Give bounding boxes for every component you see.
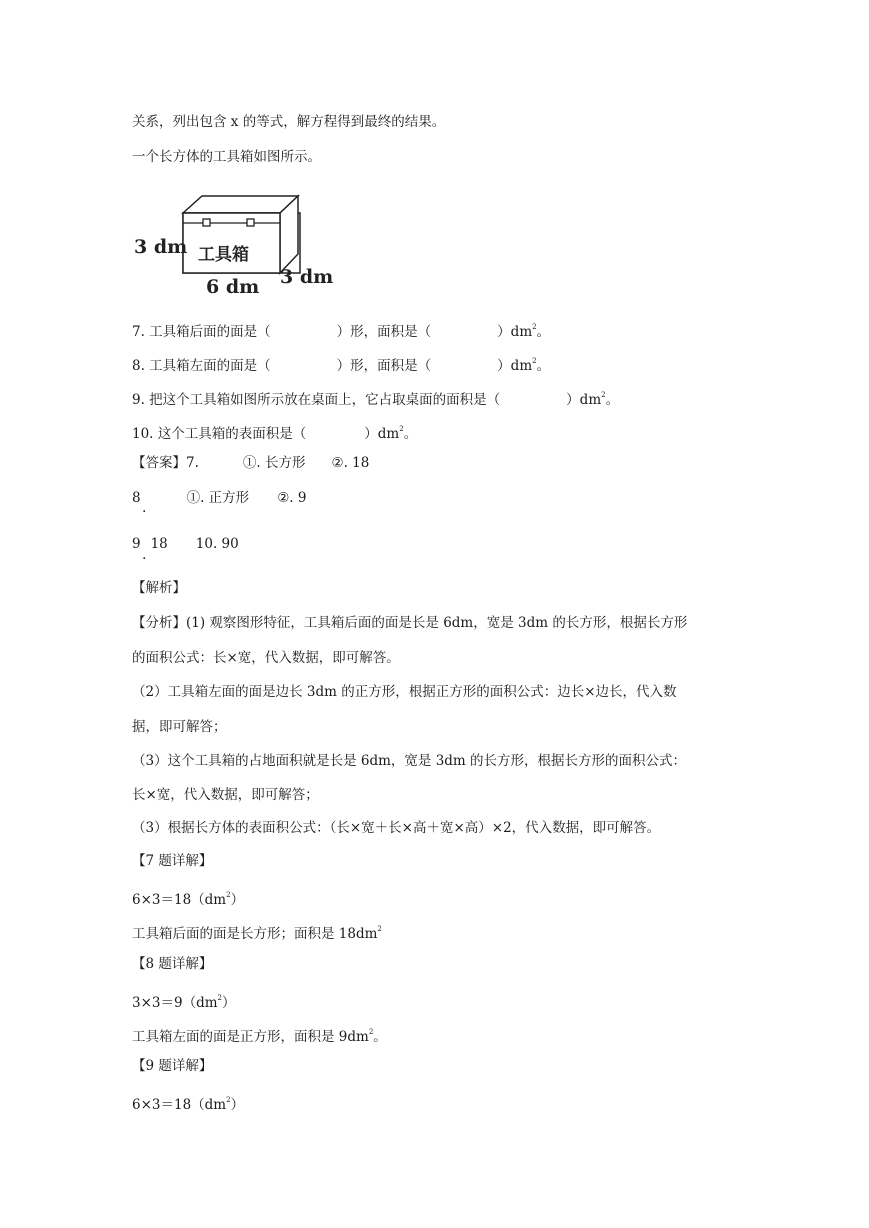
detail-8-calc bbox=[132, 989, 236, 1012]
toolbox-figure bbox=[130, 190, 340, 302]
detail-8-calc-sup: 2 bbox=[217, 994, 222, 1002]
q8-text-b: ）形，面积是（ bbox=[336, 358, 432, 374]
analysis-title: 【解析】 bbox=[132, 580, 186, 596]
answer-7-2: ②. 18 bbox=[331, 455, 370, 471]
detail-7-calc bbox=[132, 886, 244, 909]
detail-9-calc-end: ） bbox=[230, 1097, 245, 1113]
intro-line-1: 关系，列出包含 x 的等式，解方程得到最终的结果。 bbox=[132, 114, 446, 130]
detail-9-calc bbox=[132, 1091, 244, 1114]
answer-8-number: 8 bbox=[132, 490, 141, 506]
q8-sup: 2 bbox=[532, 357, 537, 365]
question-9 bbox=[132, 386, 619, 409]
q9-text-a: 9. 把这个工具箱如图所示放在桌面上，它占取桌面的面积是（ bbox=[132, 392, 501, 408]
analysis-p1b: 的面积公式：长×宽，代入数据，即可解答。 bbox=[132, 650, 400, 666]
answer-8-2: ②. 9 bbox=[277, 490, 307, 506]
detail-7-result bbox=[132, 920, 382, 943]
height-label: 3 dm bbox=[134, 236, 188, 258]
answer-header: 【答案】7. bbox=[132, 455, 199, 471]
detail-8-result-end: 。 bbox=[373, 1029, 387, 1045]
detail-7-title: 【7 题详解】 bbox=[132, 853, 213, 869]
detail-9-calc-sup: 2 bbox=[226, 1096, 231, 1104]
answer-9: 18 bbox=[150, 536, 168, 552]
detail-7-result-text: 工具箱后面的面是长方形；面积是 18dm bbox=[132, 926, 378, 942]
q9-unit: ）dm bbox=[566, 392, 602, 408]
analysis-p1a: 【分析】(1) 观察图形特征，工具箱后面的面是长是 6dm，宽是 3dm 的长方形，根据长方形 bbox=[132, 615, 688, 631]
q8-period: 。 bbox=[536, 358, 551, 374]
width-label: 3 dm bbox=[280, 266, 334, 288]
detail-9-calc-text: 6×3＝18（dm bbox=[132, 1097, 227, 1113]
analysis-p3a: （3）这个工具箱的占地面积就是长是 6dm，宽是 3dm 的长方形，根据长方形的面积公式： bbox=[132, 753, 687, 769]
answer-line-8 bbox=[132, 489, 306, 507]
answer-8-dot: . bbox=[142, 500, 147, 516]
q9-sup: 2 bbox=[601, 391, 606, 399]
answer-9-number: 9 bbox=[132, 536, 141, 552]
detail-7-calc-end: ） bbox=[230, 892, 245, 908]
question-7 bbox=[132, 318, 550, 341]
analysis-p2a: （2）工具箱左面的面是边长 3dm 的正方形，根据正方形的面积公式：边长×边长，代入数 bbox=[132, 684, 677, 700]
q7-text-a: 7. 工具箱后面的面是（ bbox=[132, 324, 271, 340]
toolbox-diagram bbox=[130, 190, 340, 302]
answer-9-dot: . bbox=[142, 547, 147, 563]
detail-8-calc-text: 3×3＝9（dm bbox=[132, 995, 218, 1011]
q9-period: 。 bbox=[605, 392, 620, 408]
q7-period: 。 bbox=[536, 324, 551, 340]
q10-unit: ）dm bbox=[364, 426, 400, 442]
q7-unit: ）dm bbox=[497, 324, 533, 340]
detail-8-result-sup: 2 bbox=[368, 1028, 374, 1036]
question-8 bbox=[132, 352, 550, 375]
q8-text-a: 8. 工具箱左面的面是（ bbox=[132, 358, 271, 374]
q10-text-a: 10. 这个工具箱的表面积是（ bbox=[132, 426, 307, 442]
q7-text-b: ）形，面积是（ bbox=[336, 324, 432, 340]
answer-line-7 bbox=[132, 454, 369, 472]
q7-sup: 2 bbox=[532, 323, 537, 331]
detail-7-calc-text: 6×3＝18（dm bbox=[132, 892, 227, 908]
q10-sup: 2 bbox=[399, 425, 404, 433]
detail-7-calc-sup: 2 bbox=[226, 891, 231, 899]
q8-unit: ）dm bbox=[497, 358, 533, 374]
detail-8-result-text: 工具箱左面的面是正方形，面积是 9dm bbox=[132, 1029, 369, 1045]
detail-8-title: 【8 题详解】 bbox=[132, 956, 213, 972]
latch-left-icon bbox=[203, 219, 210, 226]
intro-line-2: 一个长方体的工具箱如图所示。 bbox=[132, 149, 321, 165]
question-10 bbox=[132, 420, 417, 443]
analysis-p2b: 据，即可解答； bbox=[132, 719, 227, 735]
answer-8-1: ①. 正方形 bbox=[186, 490, 250, 506]
latch-right-icon bbox=[247, 219, 254, 226]
q10-period: 。 bbox=[403, 426, 418, 442]
detail-8-calc-end: ） bbox=[222, 995, 236, 1011]
analysis-p4: （3）根据长方体的表面积公式：（长×宽＋长×高＋宽×高）×2，代入数据，即可解答。 bbox=[132, 820, 661, 836]
detail-8-result bbox=[132, 1023, 387, 1046]
box-top-face bbox=[183, 196, 298, 213]
analysis-p3b: 长×宽，代入数据，即可解答； bbox=[132, 787, 319, 803]
box-label: 工具箱 bbox=[198, 245, 249, 265]
detail-9-title: 【9 题详解】 bbox=[132, 1058, 213, 1074]
answer-7-1: ①. 长方形 bbox=[242, 455, 306, 471]
detail-7-result-sup: 2 bbox=[377, 925, 382, 933]
answer-10: 10. 90 bbox=[195, 536, 239, 552]
length-label: 6 dm bbox=[206, 276, 260, 298]
answer-line-9 bbox=[132, 535, 239, 553]
